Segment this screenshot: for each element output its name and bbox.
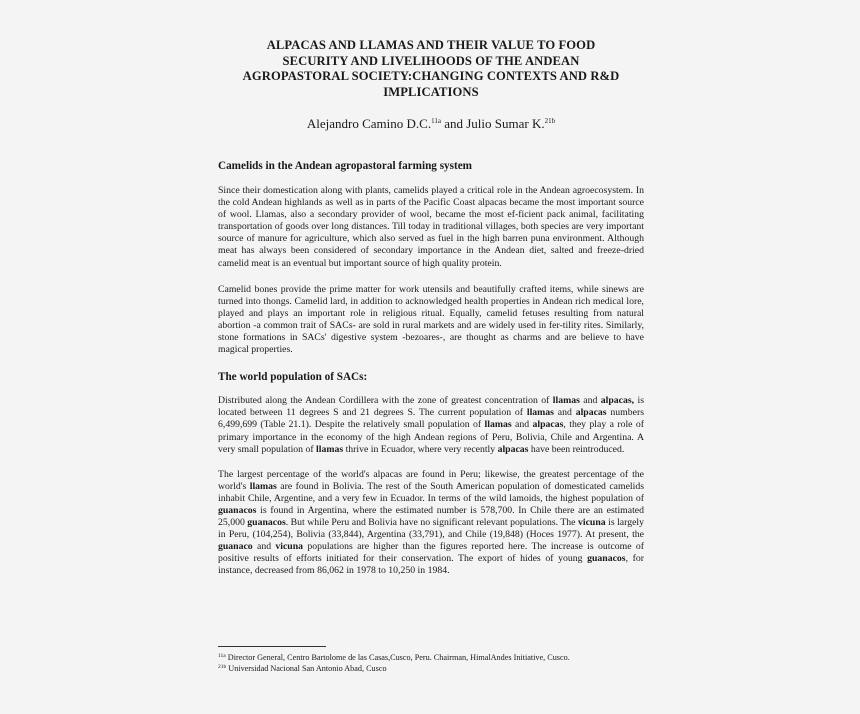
author-name: Alejandro Camino D.C. <box>306 116 432 131</box>
text-run: is largely in Peru, (104,254), Bolivia (33,844), Argentina (33,791), and Chile (19,848) (Hoces 1977). At present, the <box>218 517 644 541</box>
text-run: have been reintroduced. <box>528 443 625 455</box>
text-run: is located between 11 degrees S and 21 degrees S. The current population of <box>218 395 644 419</box>
author-name: Julio Sumar K. <box>466 116 545 131</box>
footnote <box>218 662 658 674</box>
title-line: AGROPASTORAL SOCIETY:CHANGING CONTEXTS AND R&D <box>242 69 620 83</box>
bold-term: llamas <box>249 480 277 492</box>
author-connector: and <box>440 116 467 131</box>
text-run: and <box>579 395 601 407</box>
title-line: SECURITY AND LIVELIHOODS OF THE ANDEAN <box>282 53 580 68</box>
text-run: , they play a role of primary importance in the economy of the high Andean regions of Peru, Bolivia, Chile and Argentina. A very small population of <box>218 419 645 455</box>
text-run: . But while Peru and Bolivia have no significant relevant populations. The <box>285 517 578 529</box>
author-line <box>218 113 644 132</box>
bold-term: guanacos <box>247 517 286 529</box>
title-line: ALPACAS AND LLAMAS AND THEIR VALUE TO FOOD <box>266 38 596 52</box>
bold-term: guanacos <box>218 504 257 516</box>
text-run: Distributed along the Andean Cordillera with the zone of greatest concentration of <box>218 395 553 407</box>
text-run: are found in Bolivia. The rest of the South American population of domesticated camelids inhabit Chile, Argentine, and a very few in Ecuador. In terms of the wild lamoids, the highest population of <box>218 480 644 504</box>
bold-term: alpacas <box>532 419 564 431</box>
bold-term: guanacos <box>587 553 626 565</box>
footnote-text: Universidad Nacional San Antonio Abad, Cusco <box>226 664 387 673</box>
paragraph <box>218 469 644 578</box>
paragraph <box>218 395 644 455</box>
bold-term: guanaco <box>218 541 253 553</box>
text-run: is found in Argentina, where the estimated number is 578,700. In Chile there are an estimated 25,000 <box>218 504 644 529</box>
bold-term: llamas <box>552 395 580 407</box>
paper-title <box>218 38 644 100</box>
author-footnote-mark: 21b <box>544 117 556 125</box>
text-run: populations are higher than the figures reported here. The increase is outcome of positive results of efforts initiated for their conservation. The export of hides of young <box>218 541 644 565</box>
bold-term: llamas <box>526 407 554 419</box>
text-run: and <box>511 419 533 431</box>
text-run: thrive in Ecuador, where very recently <box>343 443 498 455</box>
bold-term: llamas <box>316 443 344 455</box>
footnote-mark: 21b <box>218 664 227 670</box>
text-run: The largest percentage of the world's alpacas are found in Peru; likewise, the greatest percentage of the world's <box>218 468 644 492</box>
text-run: and <box>553 407 576 419</box>
main-column <box>218 38 644 578</box>
title-line: IMPLICATIONS <box>383 84 479 99</box>
author-footnote-mark: 11a <box>431 117 441 125</box>
paragraph: Since their domestication along with plants, camelids played a critical role in the Andean agroecosystem. In the cold Andean highlands as well as in parts of the Pacific Coast alpacas became the most important source of wool. Llamas, also a secondary provider of wool, became the most ef-ficient pack animal, facilitating transportation of goods over long distances. Till today in traditional villages, both species are very important source of manure for agriculture, which also served as fuel in the high barren puna environment. Although meat has always been considered of secondary importance in the Andean diet, salted and freeze-dried camelid meat is an eventual but important source of high quality protein. <box>218 185 644 269</box>
footnote-text: Director General, Centro Bartolome de las Casas,Cusco, Peru. Chairman, HimalAndes Initiative, Cusco. <box>225 653 570 662</box>
text-run: numbers 6,499,699 (Table 21.1). Despite the relatively small population of <box>218 407 644 431</box>
section-heading: Camelids in the Andean agropastoral farming system <box>218 160 473 172</box>
bold-term: alpacas <box>575 407 607 419</box>
bold-term: alpacas <box>497 443 529 455</box>
bold-term: vicuna <box>275 541 304 553</box>
section-heading: The world population of SACs: <box>218 371 368 384</box>
paragraph: Camelid bones provide the prime matter for work utensils and beautifully crafted items, while sinews are turned into thongs. Camelid lard, in addition to acknowledged health properties in Andean rich medical lore, played and plays an important role in religious ritual. Equally, camelid fetuses resulting from natural abortion -a common trait of SACs- are sold in rural markets and are widely used in fer-tility rites. Similarly, stone formations in SACs' digestive system -bezoares-, are thought as charms and are believe to have magical properties. <box>218 283 644 356</box>
bold-term: alpacas, <box>600 395 635 407</box>
text-run: , for instance, decreased from 86,062 in 1978 to 10,250 in 1984. <box>218 553 645 577</box>
footnote-mark: 11a <box>218 653 226 659</box>
bold-term: vicuna <box>578 517 606 529</box>
footnote-divider <box>218 646 326 647</box>
text-run: and <box>252 541 276 553</box>
bold-term: llamas <box>484 419 512 431</box>
